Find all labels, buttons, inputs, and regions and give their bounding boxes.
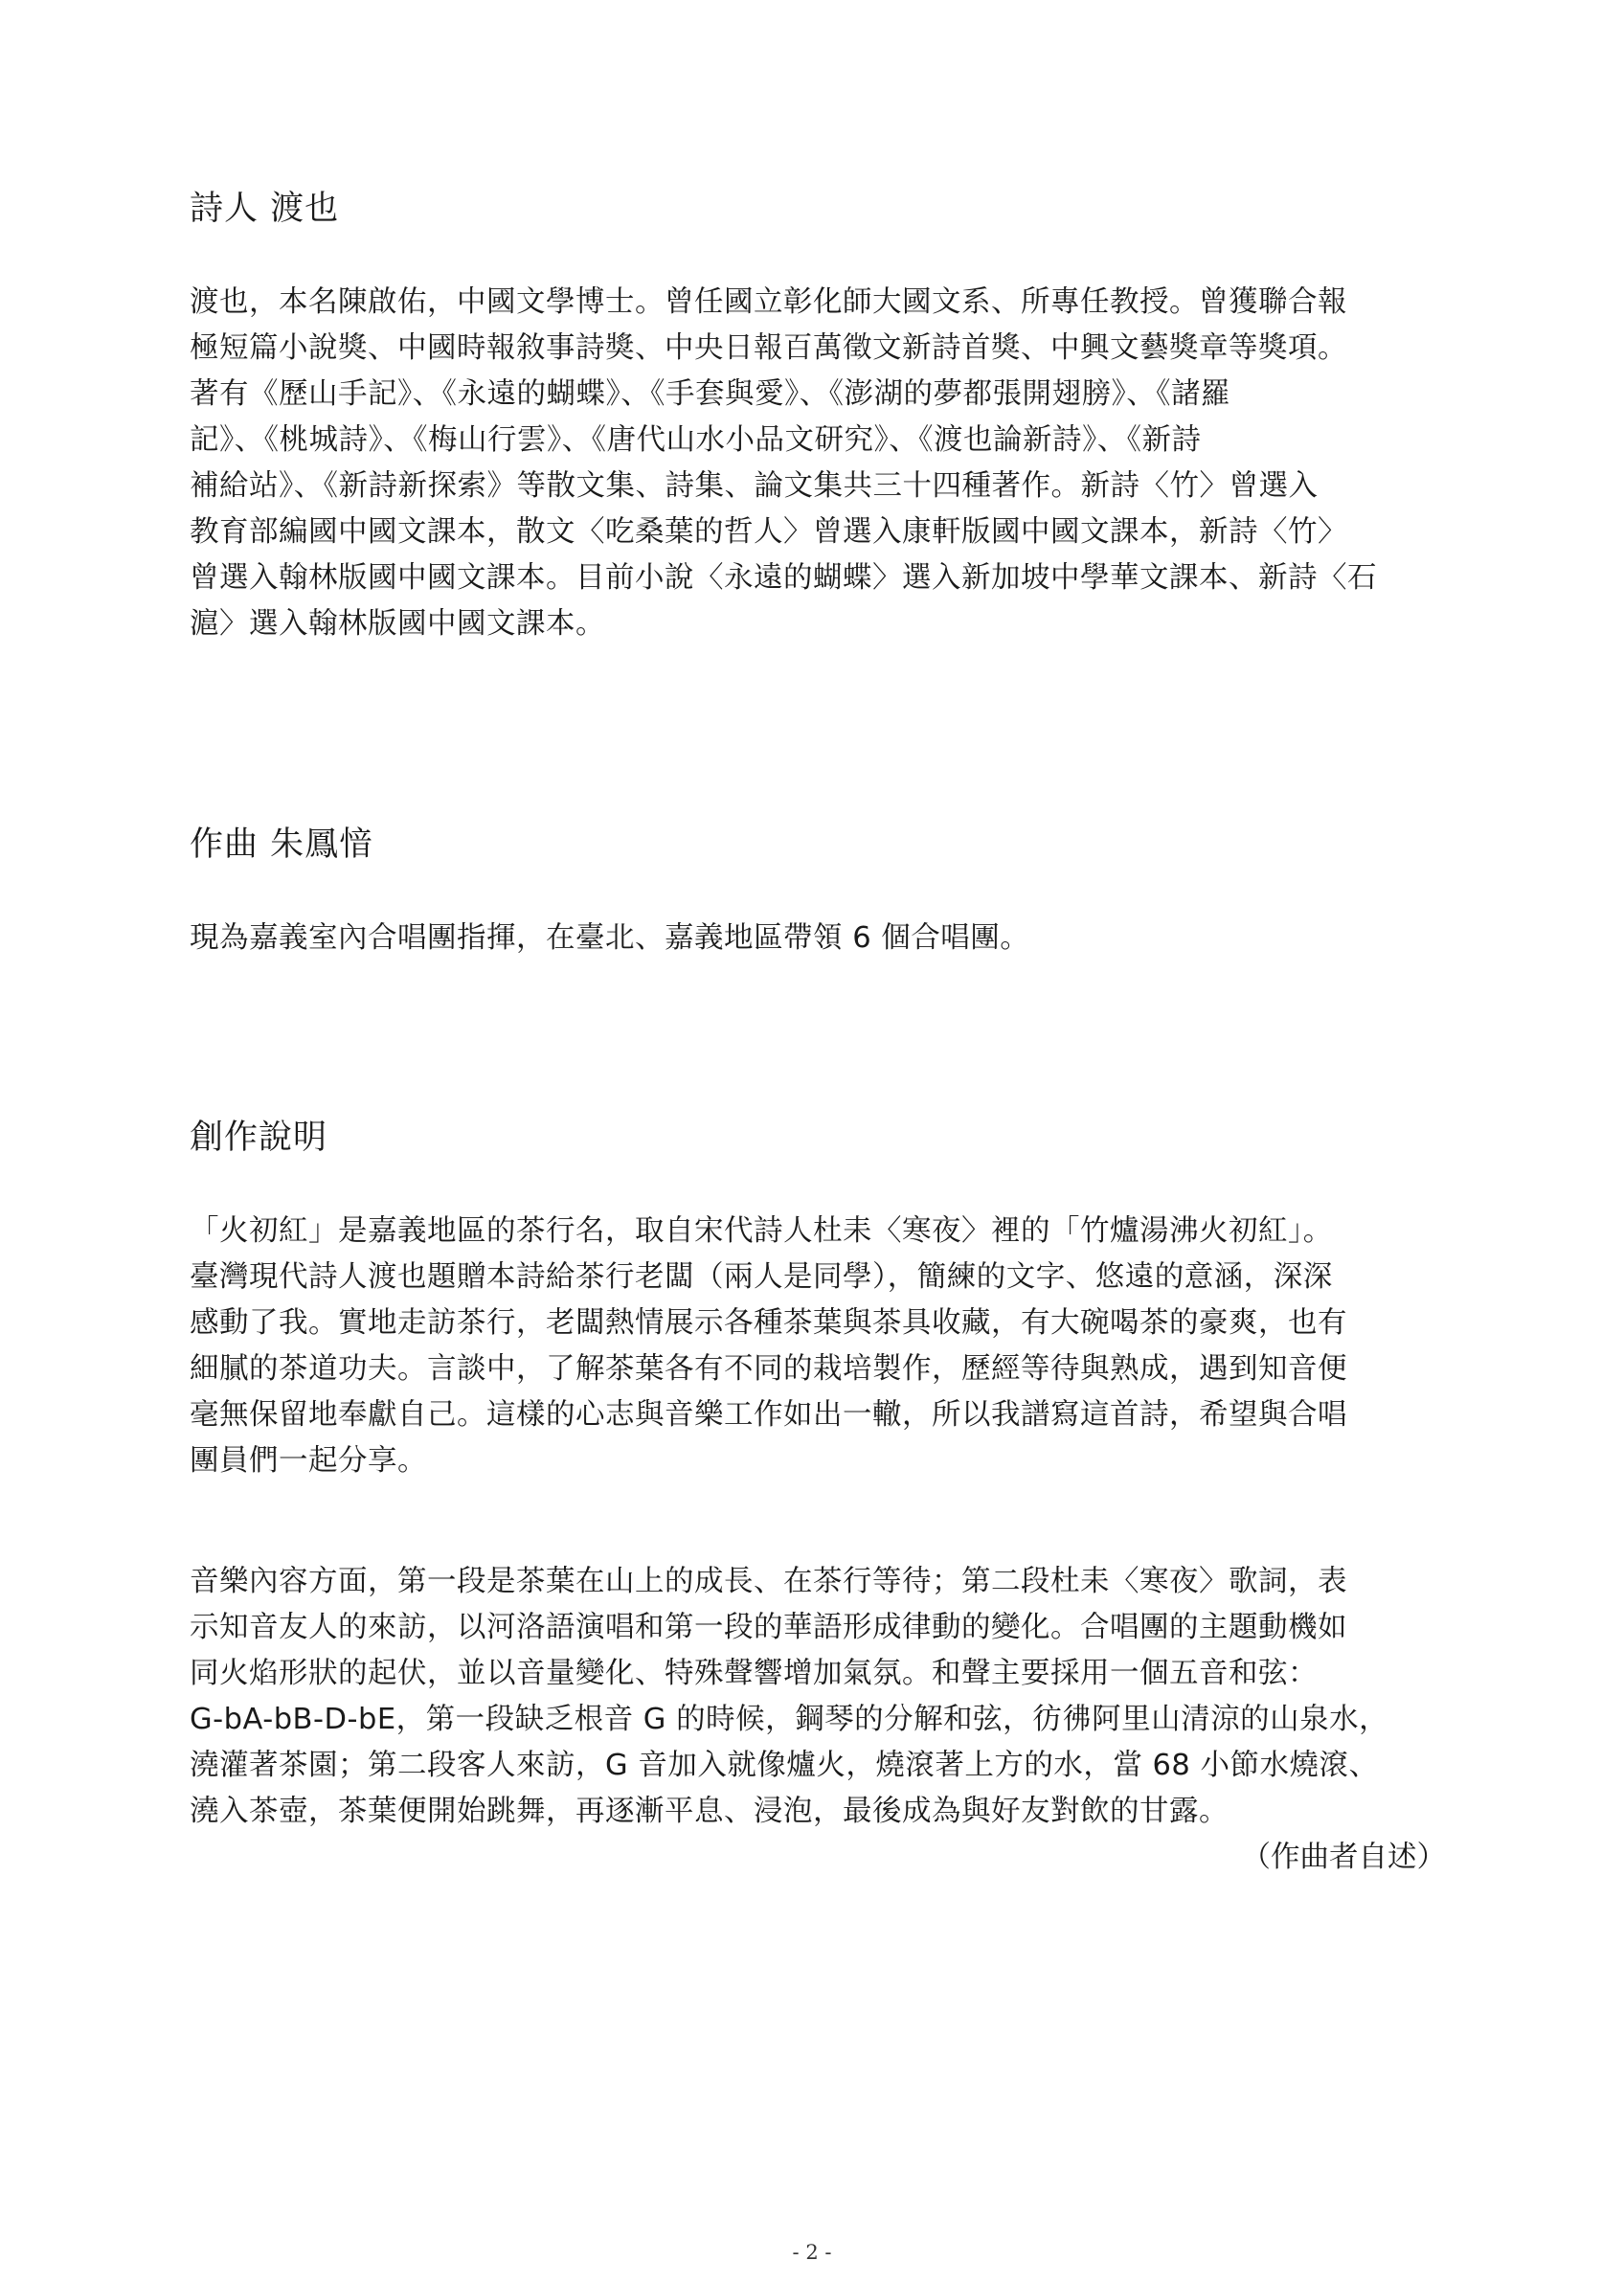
poet-bio-line: 著有《歷山手記》、《永遠的蝴蝶》、《手套與愛》、《澎湖的夢都張開翅膀》、《諸羅 [190,377,1230,411]
poet-bio-line: 曾選入翰林版國中國文課本。目前小說〈永遠的蝴蝶〉選入新加坡中學華文課本、新詩〈石 [190,561,1377,595]
notes-line: 感動了我。實地走訪茶行，老闆熱情展示各種茶葉與茶具收藏，有大碗喝茶的豪爽，也有 [190,1306,1347,1340]
notes-line: 示知音友人的來訪，以河洛語演唱和第一段的華語形成律動的變化。合唱團的主題動機如 [190,1611,1347,1644]
poet-bio-line: 滬〉選入翰林版國中國文課本。 [190,607,605,641]
poet-biography [190,280,1473,647]
page-number: - 2 - [792,2241,832,2264]
notes-line: 團員們一起分享。 [190,1444,427,1478]
notes-line: 音樂內容方面，第一段是茶葉在山上的成長、在茶行等待；第二段杜耒〈寒夜〉歌詞，表 [190,1565,1347,1598]
notes-line: 同火焰形狀的起伏，並以音量變化、特殊聲響增加氣氛。和聲主要採用一個五音和弦： [190,1657,1318,1690]
poet-section-title: 詩人 渡也 [190,190,340,228]
composer-biography [190,915,1473,961]
poet-bio-line: 渡也，本名陳啟佑，中國文學博士。曾任國立彰化師大國文系、所專任教授。曾獲聯合報 [190,285,1347,319]
composer-bio-line: 現為嘉義室內合唱團指揮，在臺北、嘉義地區帶領 6 個合唱團。 [190,921,1030,955]
poet-bio-line: 極短篇小說獎、中國時報敘事詩獎、中央日報百萬徵文新詩首獎、中興文藝獎章等獎項。 [190,331,1347,365]
notes-paragraph-1 [190,1209,1473,1484]
notes-line: 臺灣現代詩人渡也題贈本詩給茶行老闆（兩人是同學），簡練的文字、悠遠的意涵，深深 [190,1260,1333,1294]
notes-line: 細膩的茶道功夫。言談中，了解茶葉各有不同的栽培製作，歷經等待與熟成，遇到知音便 [190,1352,1347,1386]
notes-line: 澆入茶壺，茶葉便開始跳舞，再逐漸平息、浸泡，最後成為與好友對飲的甘露。 [190,1795,1229,1828]
poet-bio-line: 教育部編國中國文課本，散文〈吃桑葉的哲人〉曾選入康軒版國中國文課本，新詩〈竹〉 [190,515,1347,549]
poet-bio-line: 補給站》、《新詩新探索》等散文集、詩集、論文集共三十四種著作。新詩〈竹〉曾選入 [190,469,1319,503]
composer-signature: （作曲者自述） [1241,1841,1446,1874]
notes-section-title: 創作說明 [190,1119,328,1157]
poet-bio-line: 記》、《桃城詩》、《梅山行雲》、《唐代山水小品文研究》、《渡也論新詩》、《新詩 [190,423,1202,457]
notes-line: 澆灌著茶園；第二段客人來訪，G 音加入就像爐火，燒滾著上方的水，當 68 小節水燒滾、 [190,1749,1379,1782]
notes-paragraph-2 [190,1559,1473,1835]
notes-line: 「火初紅」是嘉義地區的茶行名，取自宋代詩人杜耒〈寒夜〉裡的「竹爐湯沸火初紅」。 [190,1214,1333,1248]
notes-line: G-bA-bB-D-bE，第一段缺乏根音 G 的時候，鋼琴的分解和弦，彷彿阿里山清涼的山泉水， [190,1703,1389,1736]
composer-section-title: 作曲 朱鳳愔 [190,825,374,864]
notes-line: 毫無保留地奉獻自己。這樣的心志與音樂工作如出一轍，所以我譜寫這首詩，希望與合唱 [190,1398,1347,1432]
